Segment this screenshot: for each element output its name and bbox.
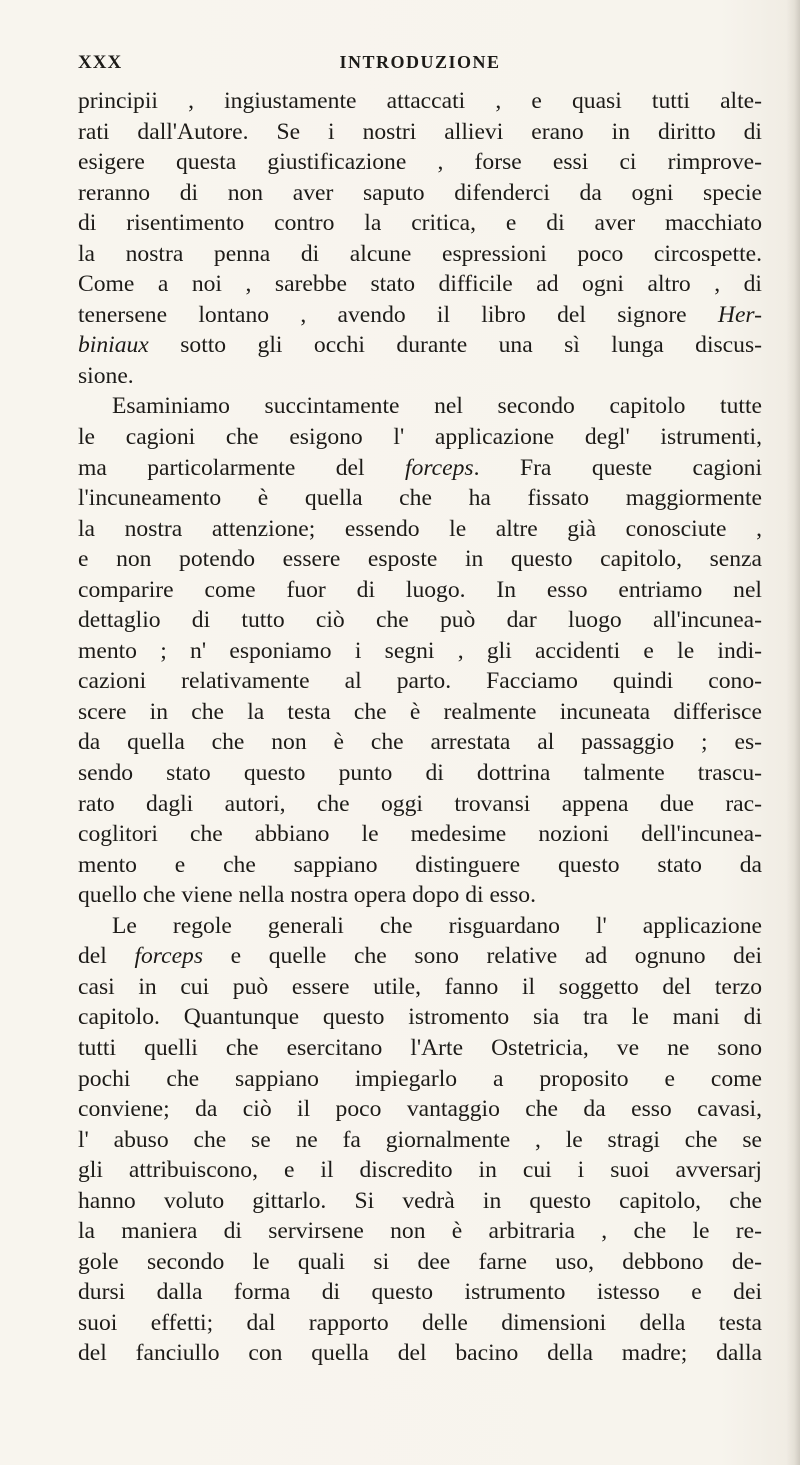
text-line: Le regole generali che risguardano l' applicazione <box>112 912 762 939</box>
text-line: Esaminiamo succintamente nel secondo capitolo tutte <box>112 393 762 420</box>
body-text <box>78 86 762 1369</box>
text-line: la nostra penna di alcune espressioni poco circospette. <box>78 240 762 267</box>
text-line: conviene; da ciò il poco vantaggio che da esso cavasi, <box>78 1096 762 1123</box>
text-line: tenersene lontano , avendo il libro del signore Her- <box>78 301 762 328</box>
text-line: comparire come fuor di luogo. In esso entriamo nel <box>78 576 762 603</box>
text-line: rato dagli autori, che oggi trovansi appena due rac- <box>78 790 762 817</box>
text-line: rati dall'Autore. Se i nostri allievi erano in diritto di <box>78 118 762 145</box>
text-line: la nostra attenzione; essendo le altre già conosciute , <box>78 515 762 542</box>
running-header <box>78 52 762 82</box>
page-edge-shadow <box>786 0 800 1465</box>
text-line: dursi dalla forma di questo istrumento istesso e dei <box>78 1279 762 1306</box>
text-line: gole secondo le quali si dee farne uso, debbono de- <box>78 1248 762 1275</box>
text-line: capitolo. Quantunque questo istromento sia tra le mani di <box>78 1004 762 1031</box>
text-line: del forceps e quelle che sono relative ad ognuno dei <box>78 943 762 970</box>
text-line: da quella che non è che arrestata al passaggio ; es- <box>78 729 762 756</box>
running-title: INTRODUZIONE <box>339 52 501 72</box>
text-line: ma particolarmente del forceps. Fra queste cagioni <box>78 454 762 481</box>
text-line: scere in che la testa che è realmente incuneata differisce <box>78 698 762 725</box>
text-line: hanno voluto gittarlo. Si vedrà in questo capitolo, che <box>78 1187 762 1214</box>
text-line: principii , ingiustamente attaccati , e quasi tutti alte- <box>78 88 762 114</box>
text-line: suoi effetti; dal rapporto delle dimensioni della testa <box>78 1309 762 1336</box>
text-line: mento ; n' esponiamo i segni , gli accidenti e le indi- <box>78 637 762 664</box>
text-line: esigere questa giustificazione , forse essi ci rimprove- <box>78 149 762 176</box>
text-line: sione. <box>78 362 134 389</box>
text-line: pochi che sappiano impiegarlo a proposito e come <box>78 1065 762 1092</box>
text-line: quello che viene nella nostra opera dopo di esso. <box>78 882 536 909</box>
text-line: del fanciullo con quella del bacino della madre; dalla <box>78 1340 762 1367</box>
text-line: cazioni relativamente al parto. Facciamo quindi cono- <box>78 668 762 695</box>
text-line: e non potendo essere esposte in questo capitolo, senza <box>78 546 762 573</box>
text-line: tutti quelli che esercitano l'Arte Ostetricia, ve ne sono <box>78 1034 762 1061</box>
text-line: dettaglio di tutto ciò che può dar luogo all'incunea- <box>78 607 762 634</box>
text-line: le cagioni che esigono l' applicazione degl' istrumenti, <box>78 424 762 451</box>
text-line: l' abuso che se ne fa giornalmente , le stragi che se <box>78 1126 762 1153</box>
text-line: mento e che sappiano distinguere questo stato da <box>78 851 762 878</box>
text-line: l'incuneamento è quella che ha fissato maggiormente <box>78 485 762 512</box>
text-line: coglitori che abbiano le medesime nozioni dell'incunea- <box>78 821 762 848</box>
text-line: gli attribuiscono, e il discredito in cui i suoi avversarj <box>78 1157 762 1184</box>
text-line: sendo stato questo punto di dottrina talmente trascu- <box>78 760 762 787</box>
text-line: biniaux sotto gli occhi durante una sì lunga discus- <box>78 332 762 359</box>
text-line: la maniera di servirsene non è arbitraria , che le re- <box>78 1218 762 1245</box>
text-line: reranno di non aver saputo difenderci da ogni specie <box>78 179 762 206</box>
text-line: casi in cui può essere utile, fanno il soggetto del terzo <box>78 973 762 1000</box>
page-number: XXX <box>78 52 123 73</box>
text-line: di risentimento contro la critica, e di aver macchiato <box>78 210 762 237</box>
text-line: Come a noi , sarebbe stato difficile ad ogni altro , di <box>78 271 762 298</box>
